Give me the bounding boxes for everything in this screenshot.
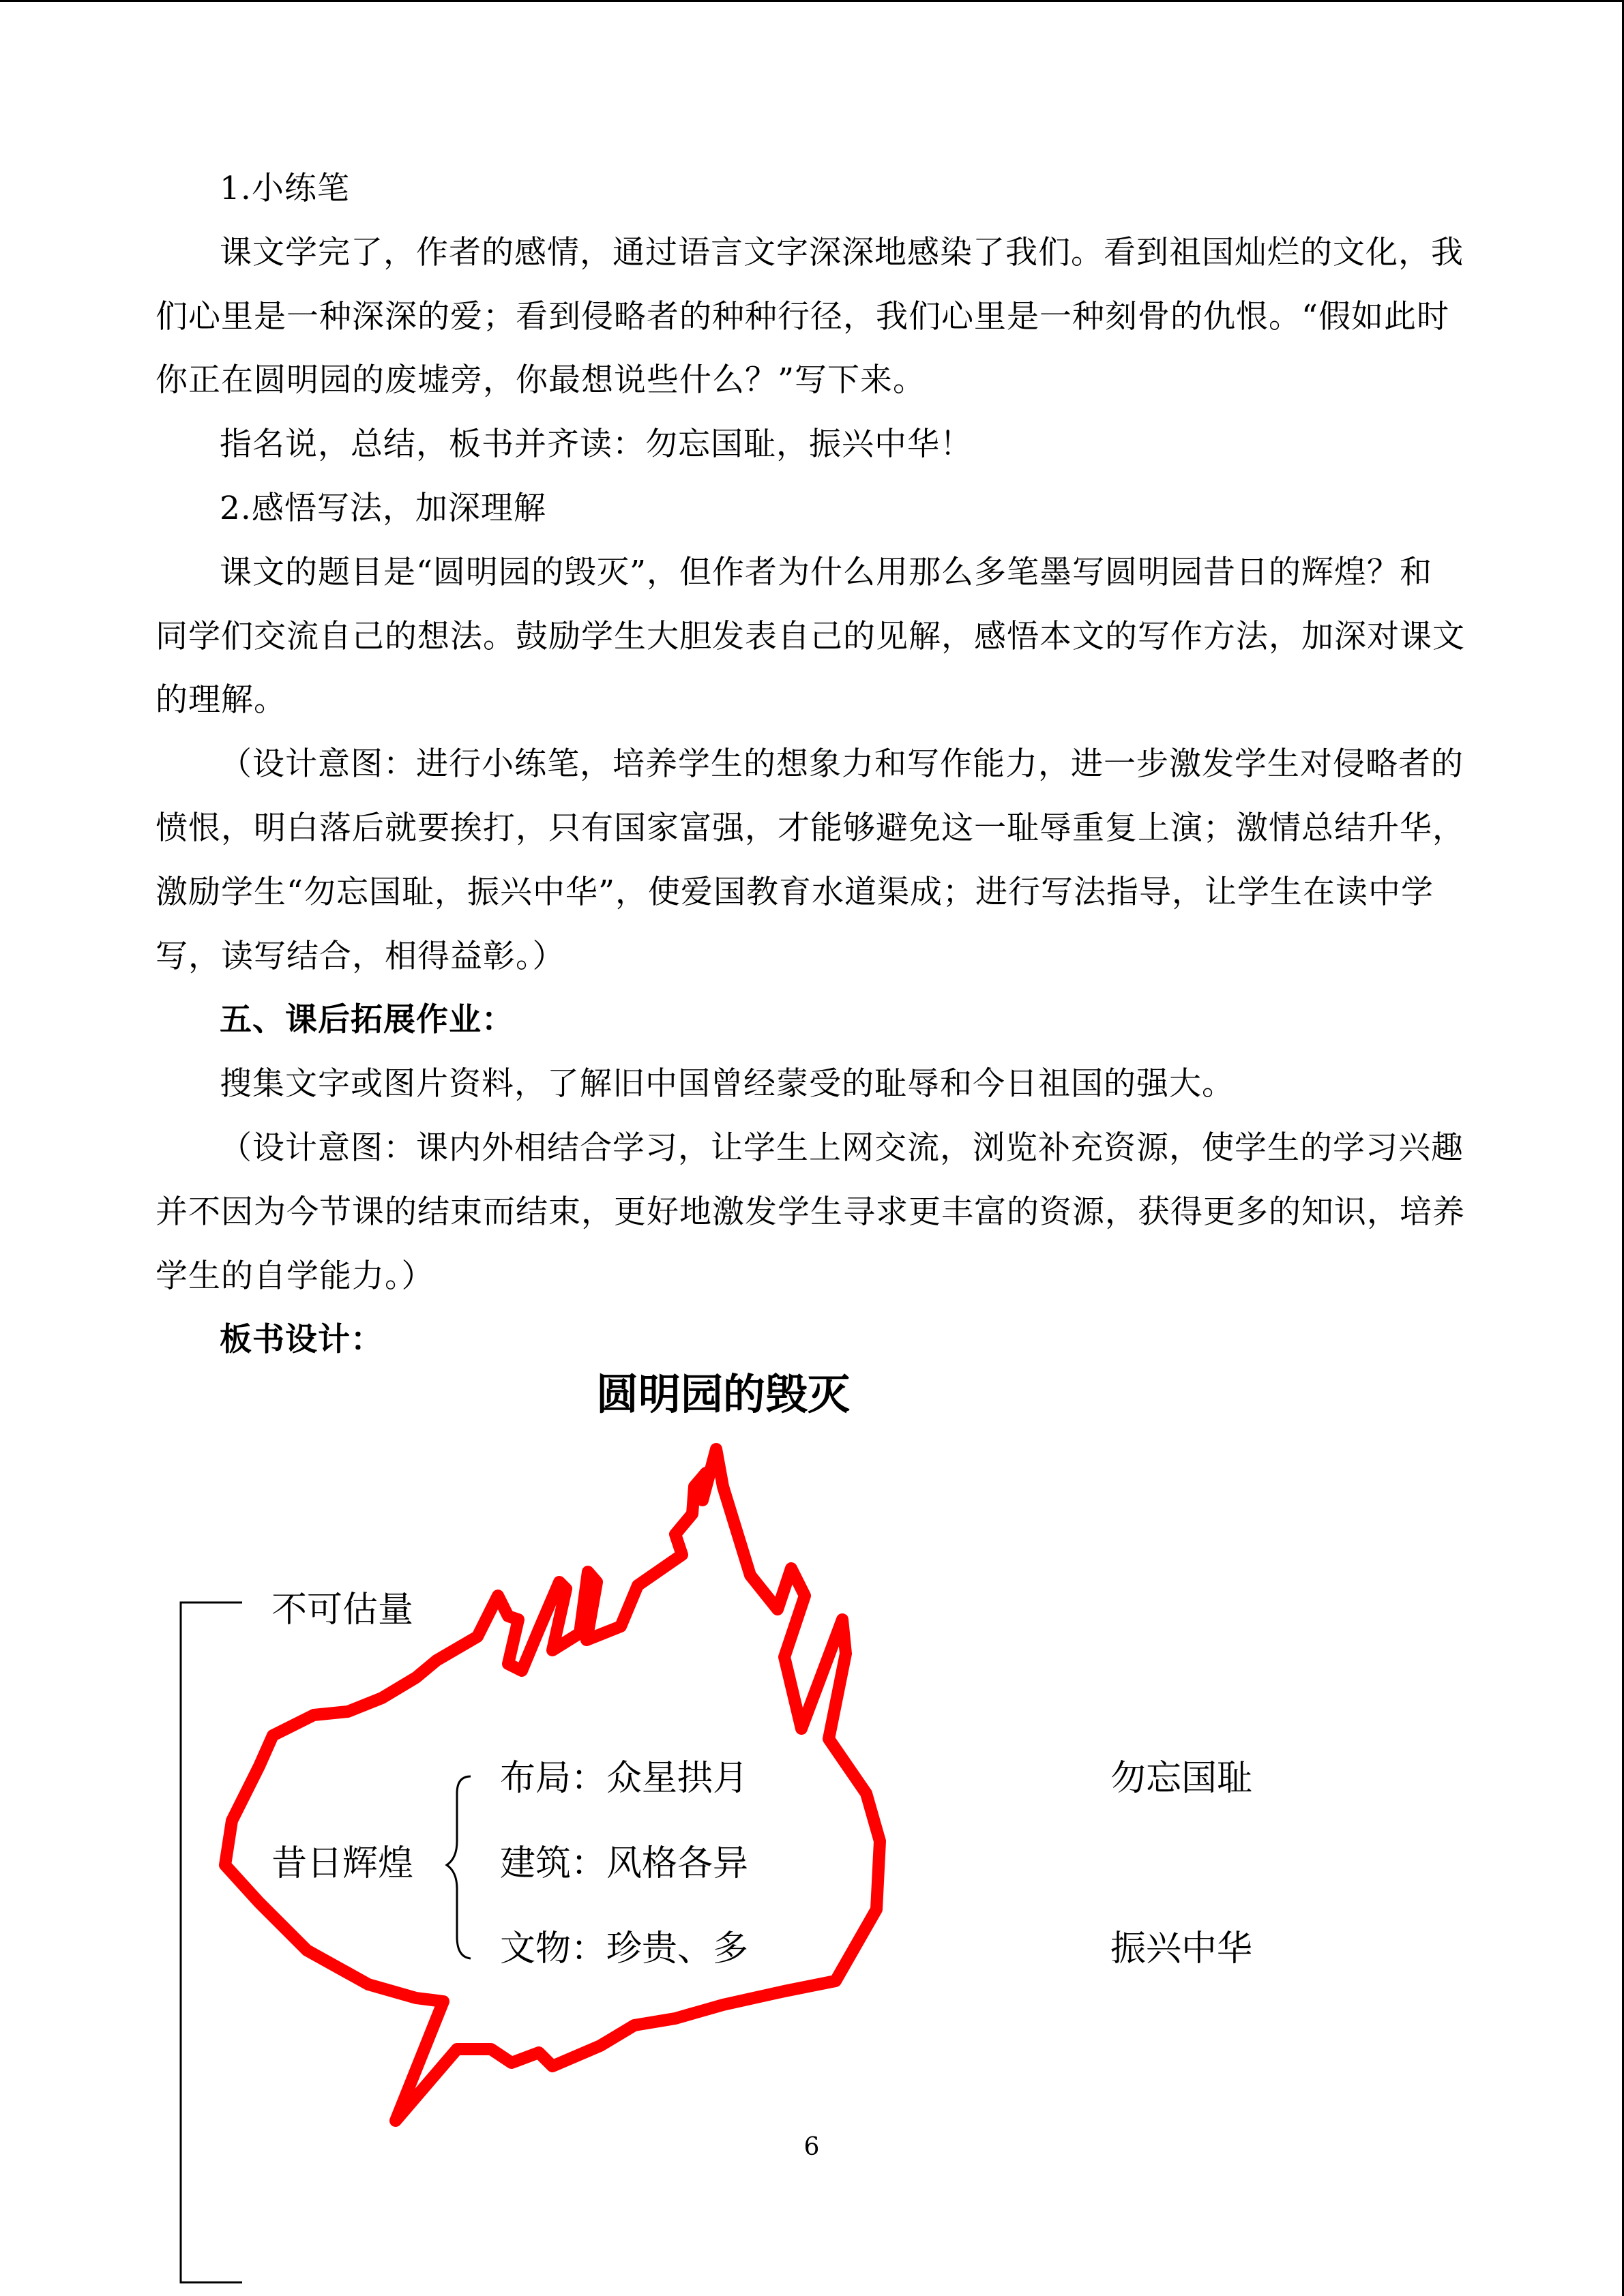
right-top-slogan: 勿忘国耻 [1110,1758,1253,1799]
paragraph-summary: 指名说，总结，板书并齐读：勿忘国耻，振兴中华！ [220,426,973,464]
item-architecture: 建筑：风格各异 [500,1843,749,1884]
paragraph-homework: 搜集文字或图片资料，了解旧中国曾经蒙受的耻辱和今日祖国的强大。 [220,1065,1235,1103]
right-bottom-slogan: 振兴中华 [1110,1928,1253,1969]
paragraph-practice: 课文学完了，作者的感情，通过语言文字深深地感染了我们。看到祖国灿烂的文化，我们心里是一种深深的爱；看到侵略者的种种行径，我们心里是一种刻骨的仇恨。“假如此时你正在圆明园的废墟旁，你最想说些什么？”写下来。 [156,233,1464,400]
design-intent-1: （设计意图：进行小练笔，培养学生的想象力和写作能力，进一步激发学生对侵略者的愤恨，明白落后就要挨打，只有国家富强，才能够避免这一耻辱重复上演；激情总结升华，激励学生“勿忘国耻，振兴中华”，使爱国教育水道渠成；进行写法指导，让学生在读中学写，读写结合，相得益彰。） [156,745,1465,975]
page-number: 6 [803,2133,820,2161]
heading-homework: 五、课后拓展作业： [220,1001,514,1039]
board-title: 圆明园的毁灭 [595,1369,850,1419]
heading-practice: 1.小练笔 [220,170,350,207]
paragraph-writing-method: 课文的题目是“圆明园的毁灭”，但作者为什么用那么多笔墨写圆明园昔日的辉煌？和同学们交流自己的想法。鼓励学生大胆发表自己的见解，感悟本文的写作方法，加深对课文的理解。 [156,553,1465,719]
left-label: 昔日辉煌 [271,1843,414,1884]
design-intent-2: （设计意图：课内外相结合学习，让学生上网交流，浏览补充资源，使学生的学习兴趣并不因为今节课的结束而结束，更好地激发学生寻求更丰富的资源，获得更多的知识，培养学生的自学能力。） [156,1129,1465,1295]
heading-board-design: 板书设计： [220,1321,383,1359]
heading-writing-method: 2.感悟写法，加深理解 [220,489,546,527]
item-layout: 布局：众星拱月 [500,1758,749,1799]
outer-bracket [181,1602,242,2282]
inner-brace [447,1776,471,1958]
item-relics: 文物：珍贵、多 [500,1928,749,1969]
bracket-label: 不可估量 [271,1590,414,1630]
